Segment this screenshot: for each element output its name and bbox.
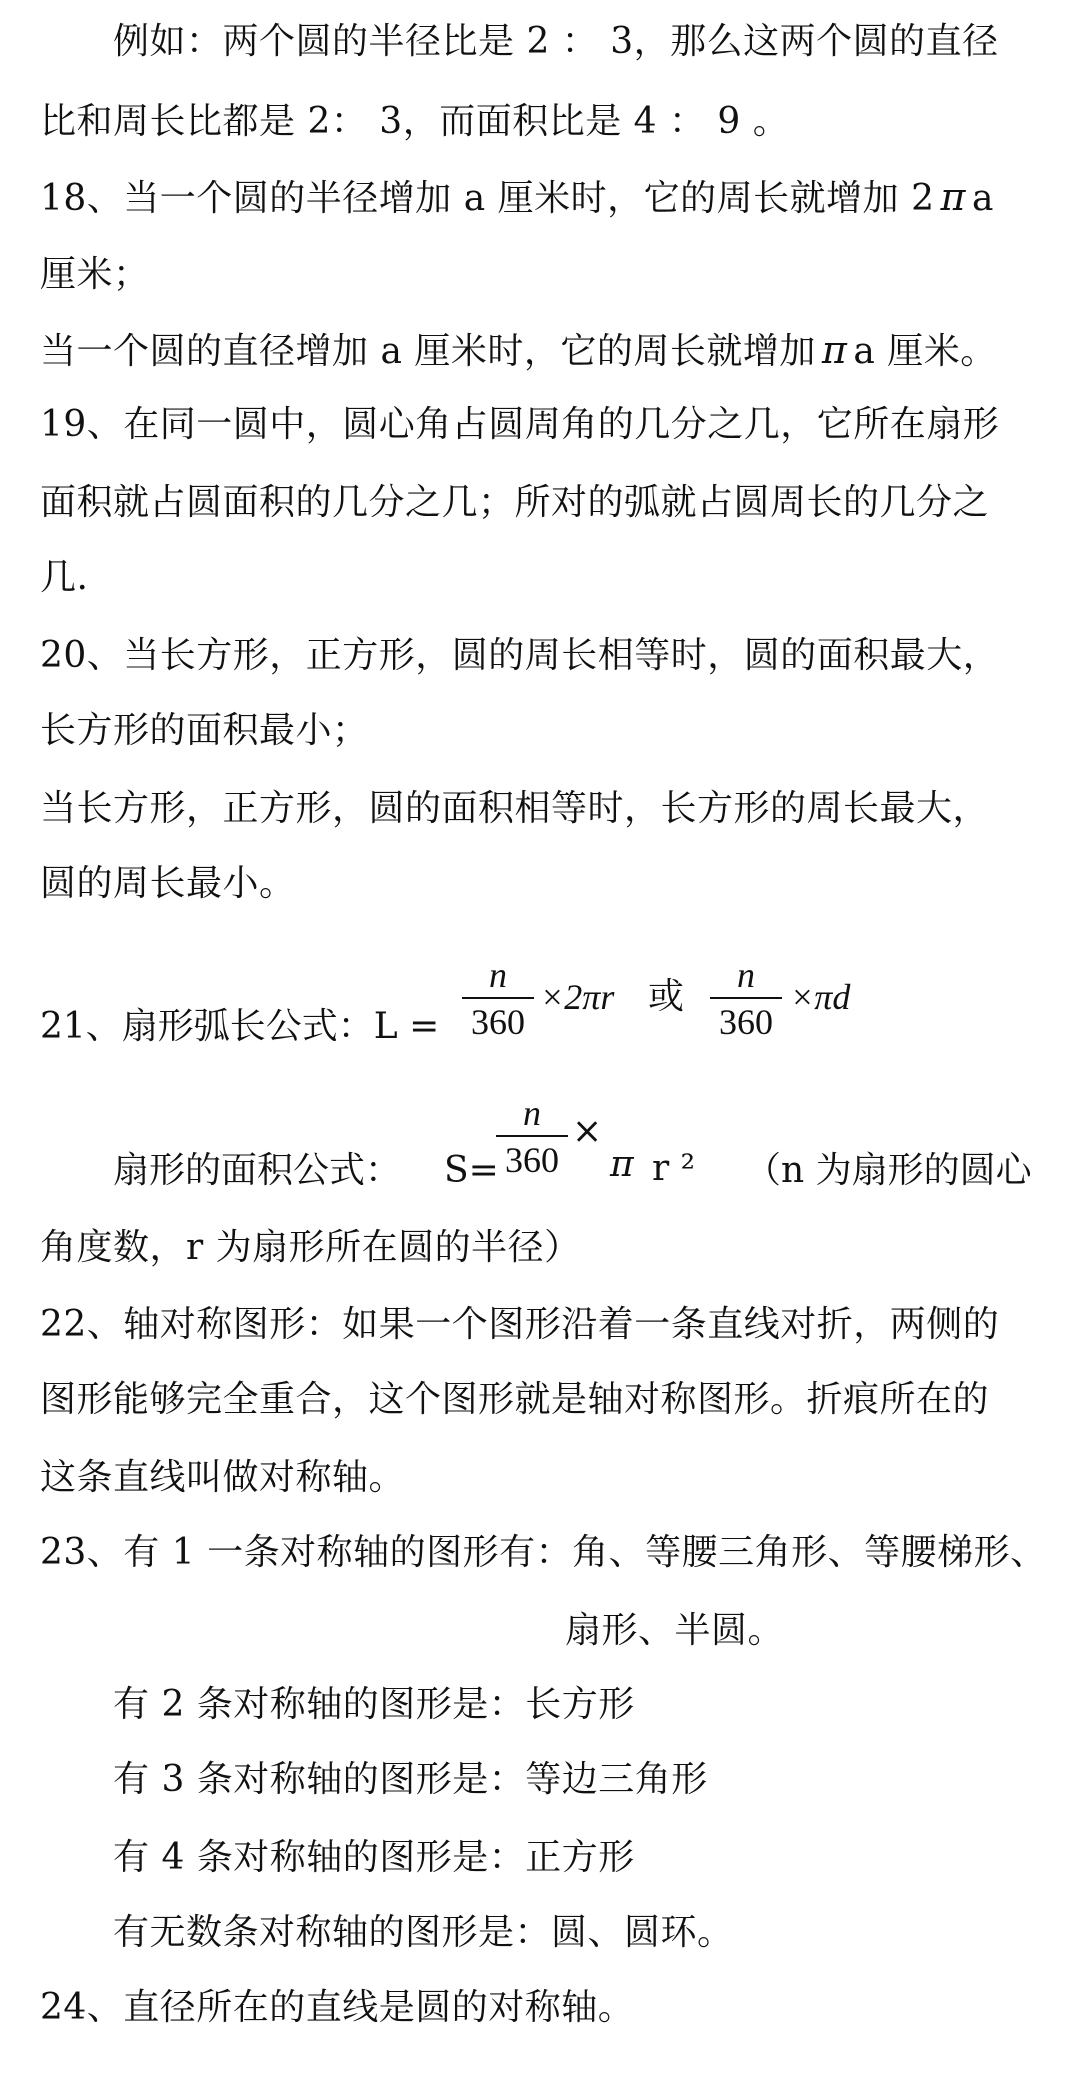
text-line: 这条直线叫做对称轴。 [40,1457,406,1498]
fraction-denominator: 360 [471,1002,525,1042]
fraction-denominator: 360 [505,1140,559,1180]
text-line: 图形能够完全重合，这个图形就是轴对称图形。折痕所在的 [40,1379,990,1420]
text-segment: a 厘米。 [853,331,997,372]
arc-length-expression: ×πd [790,977,851,1017]
text-segment: 当一个圆的直径增加 a 厘米时，它的周长就增加 [40,331,816,372]
text-line [40,328,997,374]
fraction-numerator: n [737,955,755,995]
or-text: 或 [648,976,685,1017]
text-line: 有无数条对称轴的图形是：圆、圆环。 [113,1912,734,1953]
pi-symbol: π [821,328,848,372]
times-symbol: × [572,1111,603,1152]
text-line: 长方形的面积最小； [40,710,369,751]
text-line: 圆的周长最小。 [40,863,296,904]
text-line: 有 4 条对称轴的图形是：正方形 [113,1837,635,1878]
arc-length-label: 21、扇形弧长公式：L = [40,1006,440,1047]
text-line: 扇形、半圆。 [565,1610,785,1651]
text-line [40,175,994,221]
pi-symbol: π [610,1144,634,1185]
text-line: 23、有 1 一条对称轴的图形有：角、等腰三角形、等腰梯形、 [40,1532,1047,1573]
text-line: 当长方形，正方形，圆的面积相等时，长方形的周长最大， [40,788,990,829]
text-line: 几. [40,557,89,598]
text-segment: 18、当一个圆的半径增加 a 厘米时，它的周长就增加 2 [40,178,935,219]
fraction-numerator: n [489,955,507,995]
pi-symbol: π [940,175,966,219]
r-squared: r ² [652,1148,696,1189]
text-line: 有 3 条对称轴的图形是：等边三角形 [113,1759,708,1800]
sector-area-s: S= [444,1150,499,1191]
text-line: 例如：两个圆的半径比是 2 ： 3，那么这两个圆的直径 [113,21,999,62]
text-line: 22、轴对称图形：如果一个图形沿着一条直线对折，两侧的 [40,1304,1000,1345]
text-line: 厘米； [40,254,150,295]
arc-length-expression: ×2πr [540,977,615,1017]
sector-area-note: （n 为扇形的圆心 [745,1150,1032,1191]
text-line: 面积就占圆面积的几分之几；所对的弧就占圆周长的几分之 [40,482,990,523]
text-line: 有 2 条对称轴的图形是：长方形 [113,1684,635,1725]
fraction-denominator: 360 [719,1002,773,1042]
text-line: 19、在同一圆中，圆心角占圆周角的几分之几，它所在扇形 [40,404,1000,445]
text-line: 24、直径所在的直线是圆的对称轴。 [40,1987,635,2028]
text-segment: a [972,178,994,219]
fraction-n-over-360 [458,955,538,1043]
text-line: 比和周长比都是 2： 3，而面积比是 4 ： 9 。 [40,101,790,142]
text-line: 20、当长方形，正方形，圆的周长相等时，圆的面积最大， [40,635,1000,676]
sector-area-label: 扇形的面积公式： [113,1150,402,1191]
fraction-n-over-360 [492,1093,572,1181]
text-line: 角度数，r 为扇形所在圆的半径） [40,1227,581,1268]
fraction-n-over-360 [706,955,786,1043]
fraction-numerator: n [523,1093,541,1133]
